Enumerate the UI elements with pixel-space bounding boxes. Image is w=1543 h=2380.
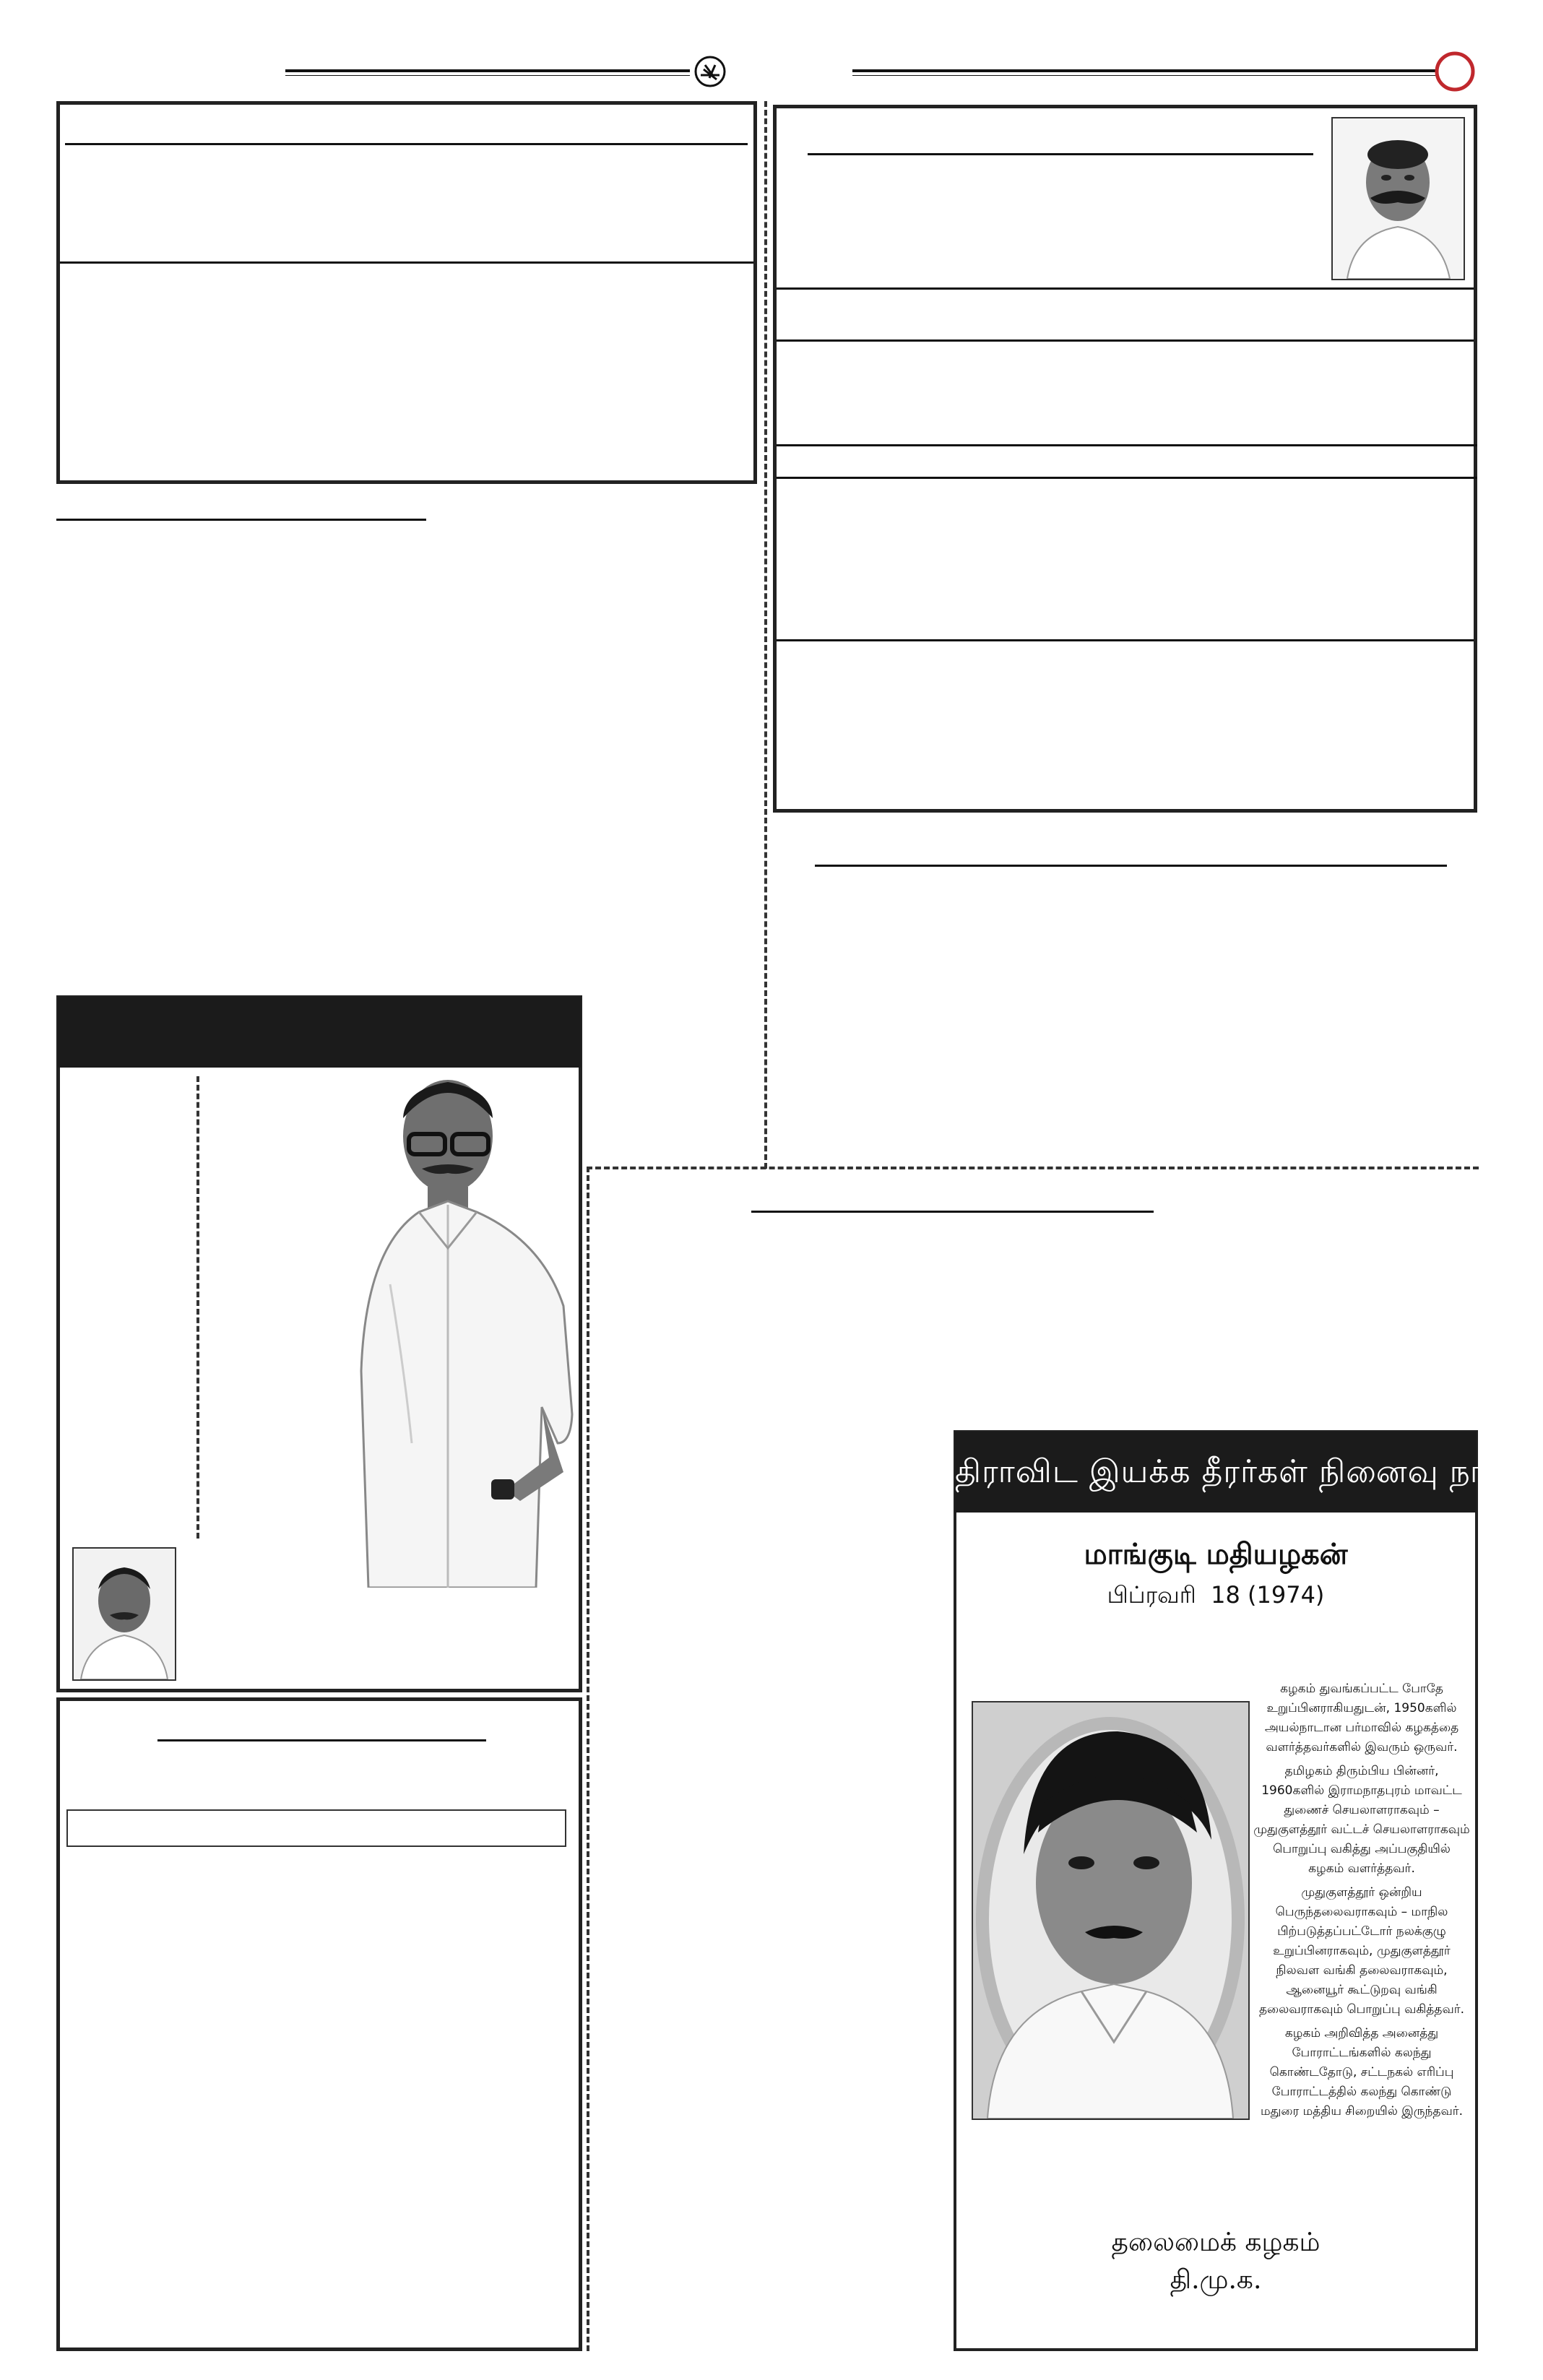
right-box-rule-2 bbox=[777, 339, 1474, 342]
rising-sun-emblem-icon bbox=[693, 55, 727, 88]
left-bottom-box-heading-rule bbox=[157, 1739, 486, 1741]
memorial-bio-paragraph-2: தமிழகம் திரும்பிய பின்னர், 1960களில் இராமநாதபுரம் மாவட்ட துணைச் செயலாளராகவும் – முதுகுளத்தூர் வட்டச் செயலாளராகவும் பொறுப்பு வகித்து அப்பகுதியில் கழகம் வளர்த்தவர். bbox=[1253, 1764, 1470, 1876]
small-portrait-photo bbox=[72, 1547, 176, 1681]
memorial-banner bbox=[955, 1432, 1517, 1513]
left-top-box bbox=[56, 101, 757, 484]
right-box-rule-3 bbox=[777, 444, 1477, 446]
right-box-rule-4 bbox=[777, 477, 1477, 479]
portrait-photo-mustache bbox=[1331, 117, 1465, 280]
memorial-bio-paragraph-1: கழகம் துவங்கப்பட்ட போதே உறுப்பினராகியதுடன், 1950களில் அயல்நாடான பர்மாவில் கழகத்தை வளர்த்தவர்களில் இவரும் ஒருவர். bbox=[1264, 1682, 1459, 1754]
section-divider-horizontal bbox=[587, 1167, 1479, 1169]
leader-ad-dark-band bbox=[58, 997, 581, 1068]
lower-center-heading-rule bbox=[751, 1211, 1154, 1213]
memorial-footer-line-1: தலைமைக் கழகம் bbox=[1111, 2228, 1321, 2257]
memorial-banner-title: திராவிட இயக்க தீரர்கள் நினைவு நாள் bbox=[955, 1453, 1517, 1490]
leader-standing-photo bbox=[347, 1068, 579, 1588]
left-top-box-rule-2 bbox=[60, 261, 753, 264]
memorial-bio-paragraph-3: முதுகுளத்தூர் ஒன்றிய பெருந்தலைவராகவும் – மாநில பிற்படுத்தப்பட்டோர் நலக்குழு உறுப்பினராகவும், முதுகுளத்தூர் நிலவள வங்கி தலைவராகவும், ஆனையூர் கூட்டுறவு வங்கி தலைவராகவும் பொறுப்பு வகித்தவர். bbox=[1258, 1885, 1464, 2017]
left-top-box-rule-1 bbox=[65, 143, 748, 145]
memorial-date: பிப்ரவரி 18 (1974) bbox=[1107, 1581, 1325, 1609]
right-box-rule-1 bbox=[777, 287, 1474, 290]
memorial-bio-paragraph-4: கழகம் அறிவித்த அனைத்து போராட்டங்களில் கலந்து கொண்டதோடு, சட்டநகல் எரிப்பு போராட்டத்தில் கலந்து கொண்டு மதுரை மத்திய சிறையில் இருந்தவர். bbox=[1260, 2026, 1464, 2119]
leader-ad-inner-divider bbox=[196, 1076, 199, 1539]
circle-emblem-icon bbox=[1434, 51, 1476, 92]
left-column-heading-rule bbox=[56, 519, 426, 521]
right-box-rule-5 bbox=[777, 639, 1474, 641]
column-divider-upper bbox=[764, 101, 767, 1169]
header-rule-right-thin bbox=[852, 75, 1439, 76]
left-bottom-box bbox=[56, 1697, 582, 2351]
memorial-footer-line-2: தி.மு.க. bbox=[1170, 2265, 1262, 2295]
header-rule-right bbox=[852, 69, 1439, 72]
left-bottom-box-field bbox=[66, 1809, 566, 1847]
right-column-heading-rule bbox=[815, 865, 1447, 867]
memorial-person-name: மாங்குடி மதியழகன் bbox=[1084, 1537, 1348, 1571]
right-top-box-heading-rule bbox=[808, 153, 1313, 155]
header-rule-left bbox=[285, 69, 690, 72]
header-rule-left-thin bbox=[285, 75, 690, 76]
memorial-portrait-photo bbox=[972, 1701, 1250, 2120]
memorial-bio bbox=[1253, 1679, 1470, 2126]
column-divider-lower bbox=[587, 1167, 589, 2351]
